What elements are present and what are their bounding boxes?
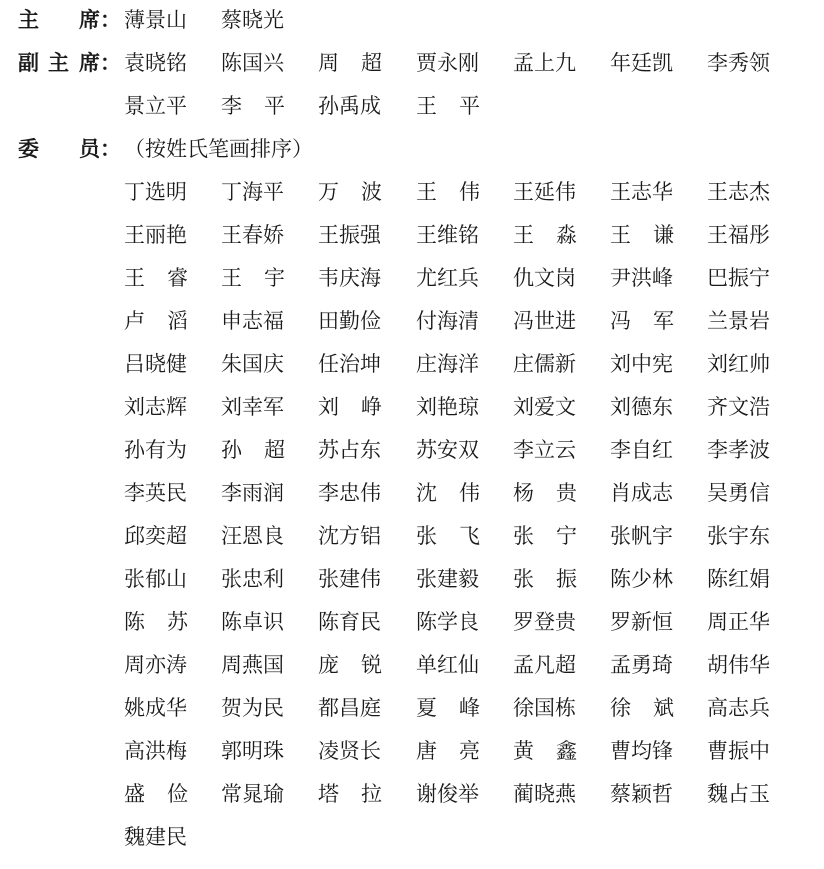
chair-row [0, 0, 824, 40]
vice-chair-label: 副 主 席 ： [18, 51, 121, 75]
member-name: 曹振中 [707, 739, 770, 763]
members-row [0, 645, 824, 685]
member-name: 丁海平 [221, 180, 284, 204]
member-name: 王 淼 [513, 223, 577, 247]
members-row [0, 172, 824, 212]
member-name: 徐国栋 [513, 696, 576, 720]
member-name: 唐 亮 [416, 739, 480, 763]
members-label: 委 员 ： [18, 137, 121, 161]
member-name: 凌贤长 [318, 739, 381, 763]
member-name: 刘志辉 [124, 395, 187, 419]
member-name: 胡伟华 [707, 653, 770, 677]
member-name: 贾永刚 [416, 51, 479, 75]
member-name: 仇文岗 [513, 266, 576, 290]
member-name: 尹洪峰 [610, 266, 673, 290]
member-name: 蔡颖哲 [610, 782, 673, 806]
member-name: 孟凡超 [513, 653, 576, 677]
members-row [0, 559, 824, 599]
member-name: 任治坤 [318, 352, 381, 376]
member-name: 王维铭 [416, 223, 479, 247]
member-name: 田勤俭 [318, 309, 381, 333]
member-name: 沈方铝 [318, 524, 381, 548]
member-name: 杨 贵 [513, 481, 577, 505]
member-name: 常晁瑜 [221, 782, 284, 806]
member-name: 高志兵 [707, 696, 770, 720]
member-name: 庄海洋 [416, 352, 479, 376]
member-name: 刘爱文 [513, 395, 576, 419]
member-name: 张帆宇 [610, 524, 673, 548]
member-name: 盛 俭 [124, 782, 188, 806]
member-name: 王 宇 [221, 266, 285, 290]
members-row [0, 258, 824, 298]
member-name: 黄 鑫 [513, 739, 577, 763]
member-name: 吕晓健 [124, 352, 187, 376]
member-name: 李 平 [221, 94, 285, 118]
member-name: 巴振宁 [707, 266, 770, 290]
member-name: 王振强 [318, 223, 381, 247]
member-name: 王志华 [610, 180, 673, 204]
members-row [0, 516, 824, 556]
member-name: 刘幸军 [221, 395, 284, 419]
chair-label: 主 席 ： [18, 8, 121, 32]
vice-chair-row [0, 86, 824, 126]
member-name: 刘艳琼 [416, 395, 479, 419]
member-name: 张 宁 [513, 524, 577, 548]
member-name: 苏安双 [416, 438, 479, 462]
member-name: 贺为民 [221, 696, 284, 720]
member-name: 蔡晓光 [221, 8, 284, 32]
member-name: 吴勇信 [707, 481, 770, 505]
vice-chair-row [0, 43, 824, 83]
member-name: 李孝波 [707, 438, 770, 462]
member-name: 陈卓识 [221, 610, 284, 634]
member-name: 孟勇琦 [610, 653, 673, 677]
member-name: 塔 拉 [318, 782, 382, 806]
member-name: 沈 伟 [416, 481, 480, 505]
member-name: 周燕国 [221, 653, 284, 677]
member-name: 卢 滔 [124, 309, 188, 333]
member-name: 蔺晓燕 [513, 782, 576, 806]
member-name: 李忠伟 [318, 481, 381, 505]
member-name: 薄景山 [124, 8, 187, 32]
member-name: 陈红娟 [707, 567, 770, 591]
member-name: 齐文浩 [707, 395, 770, 419]
member-name: 陈少林 [610, 567, 673, 591]
member-name: 景立平 [124, 94, 187, 118]
member-name: 肖成志 [610, 481, 673, 505]
member-name: 张宇东 [707, 524, 770, 548]
member-name: 孟上九 [513, 51, 576, 75]
member-name: 李雨润 [221, 481, 284, 505]
member-name: 邱奕超 [124, 524, 187, 548]
members-row [0, 215, 824, 255]
member-name: 王丽艳 [124, 223, 187, 247]
member-name: 王福彤 [707, 223, 770, 247]
member-name: 刘 峥 [318, 395, 382, 419]
member-name: 汪恩良 [221, 524, 284, 548]
member-name: 魏建民 [124, 825, 187, 849]
member-name: 张忠利 [221, 567, 284, 591]
member-name: 年廷凯 [610, 51, 673, 75]
member-name: 周正华 [707, 610, 770, 634]
member-name: 李立云 [513, 438, 576, 462]
members-row [0, 688, 824, 728]
member-name: 袁晓铭 [124, 51, 187, 75]
member-name: 张 飞 [416, 524, 480, 548]
member-name: 李英民 [124, 481, 187, 505]
members-row [0, 344, 824, 384]
member-name: 王志杰 [707, 180, 770, 204]
member-name: 朱国庆 [221, 352, 284, 376]
member-name: 王延伟 [513, 180, 576, 204]
members-row [0, 387, 824, 427]
member-name: 刘德东 [610, 395, 673, 419]
member-name: 丁选明 [124, 180, 187, 204]
member-name: 孙有为 [124, 438, 187, 462]
members-sort-note: （按姓氏笔画排序） [124, 137, 313, 161]
member-name: 陈学良 [416, 610, 479, 634]
member-name: 高洪梅 [124, 739, 187, 763]
member-name: 夏 峰 [416, 696, 480, 720]
member-name: 万 波 [318, 180, 382, 204]
members-heading-row [0, 129, 824, 169]
member-name: 张郁山 [124, 567, 187, 591]
member-name: 冯世进 [513, 309, 576, 333]
member-name: 庞 锐 [318, 653, 382, 677]
member-name: 张建毅 [416, 567, 479, 591]
member-name: 刘中宪 [610, 352, 673, 376]
member-name: 李自红 [610, 438, 673, 462]
member-name: 王 伟 [416, 180, 480, 204]
member-name: 张 振 [513, 567, 577, 591]
member-name: 王 谦 [610, 223, 674, 247]
members-row [0, 473, 824, 513]
members-row [0, 301, 824, 341]
member-name: 陈国兴 [221, 51, 284, 75]
member-name: 李秀领 [707, 51, 770, 75]
member-name: 周亦涛 [124, 653, 187, 677]
member-name: 刘红帅 [707, 352, 770, 376]
member-name: 罗登贵 [513, 610, 576, 634]
member-name: 王春娇 [221, 223, 284, 247]
member-name: 周 超 [318, 51, 382, 75]
member-name: 孙禹成 [318, 94, 381, 118]
member-name: 郭明珠 [221, 739, 284, 763]
member-name: 申志福 [221, 309, 284, 333]
member-name: 陈 苏 [124, 610, 188, 634]
member-name: 姚成华 [124, 696, 187, 720]
member-name: 罗新恒 [610, 610, 673, 634]
member-name: 庄儒新 [513, 352, 576, 376]
member-name: 谢俊举 [416, 782, 479, 806]
member-name: 张建伟 [318, 567, 381, 591]
member-name: 徐 斌 [610, 696, 674, 720]
members-row [0, 774, 824, 814]
member-name: 陈育民 [318, 610, 381, 634]
member-name: 孙 超 [221, 438, 285, 462]
members-row [0, 817, 824, 857]
member-name: 苏占东 [318, 438, 381, 462]
member-name: 尤红兵 [416, 266, 479, 290]
member-name: 都昌庭 [318, 696, 381, 720]
member-name: 单红仙 [416, 653, 479, 677]
member-name: 韦庆海 [318, 266, 381, 290]
members-row [0, 731, 824, 771]
member-name: 王 平 [416, 94, 480, 118]
member-name: 付海清 [416, 309, 479, 333]
member-name: 王 睿 [124, 266, 188, 290]
members-row [0, 430, 824, 470]
member-name: 魏占玉 [707, 782, 770, 806]
members-row [0, 602, 824, 642]
member-name: 兰景岩 [707, 309, 770, 333]
member-name: 曹均锋 [610, 739, 673, 763]
member-name: 冯 军 [610, 309, 674, 333]
